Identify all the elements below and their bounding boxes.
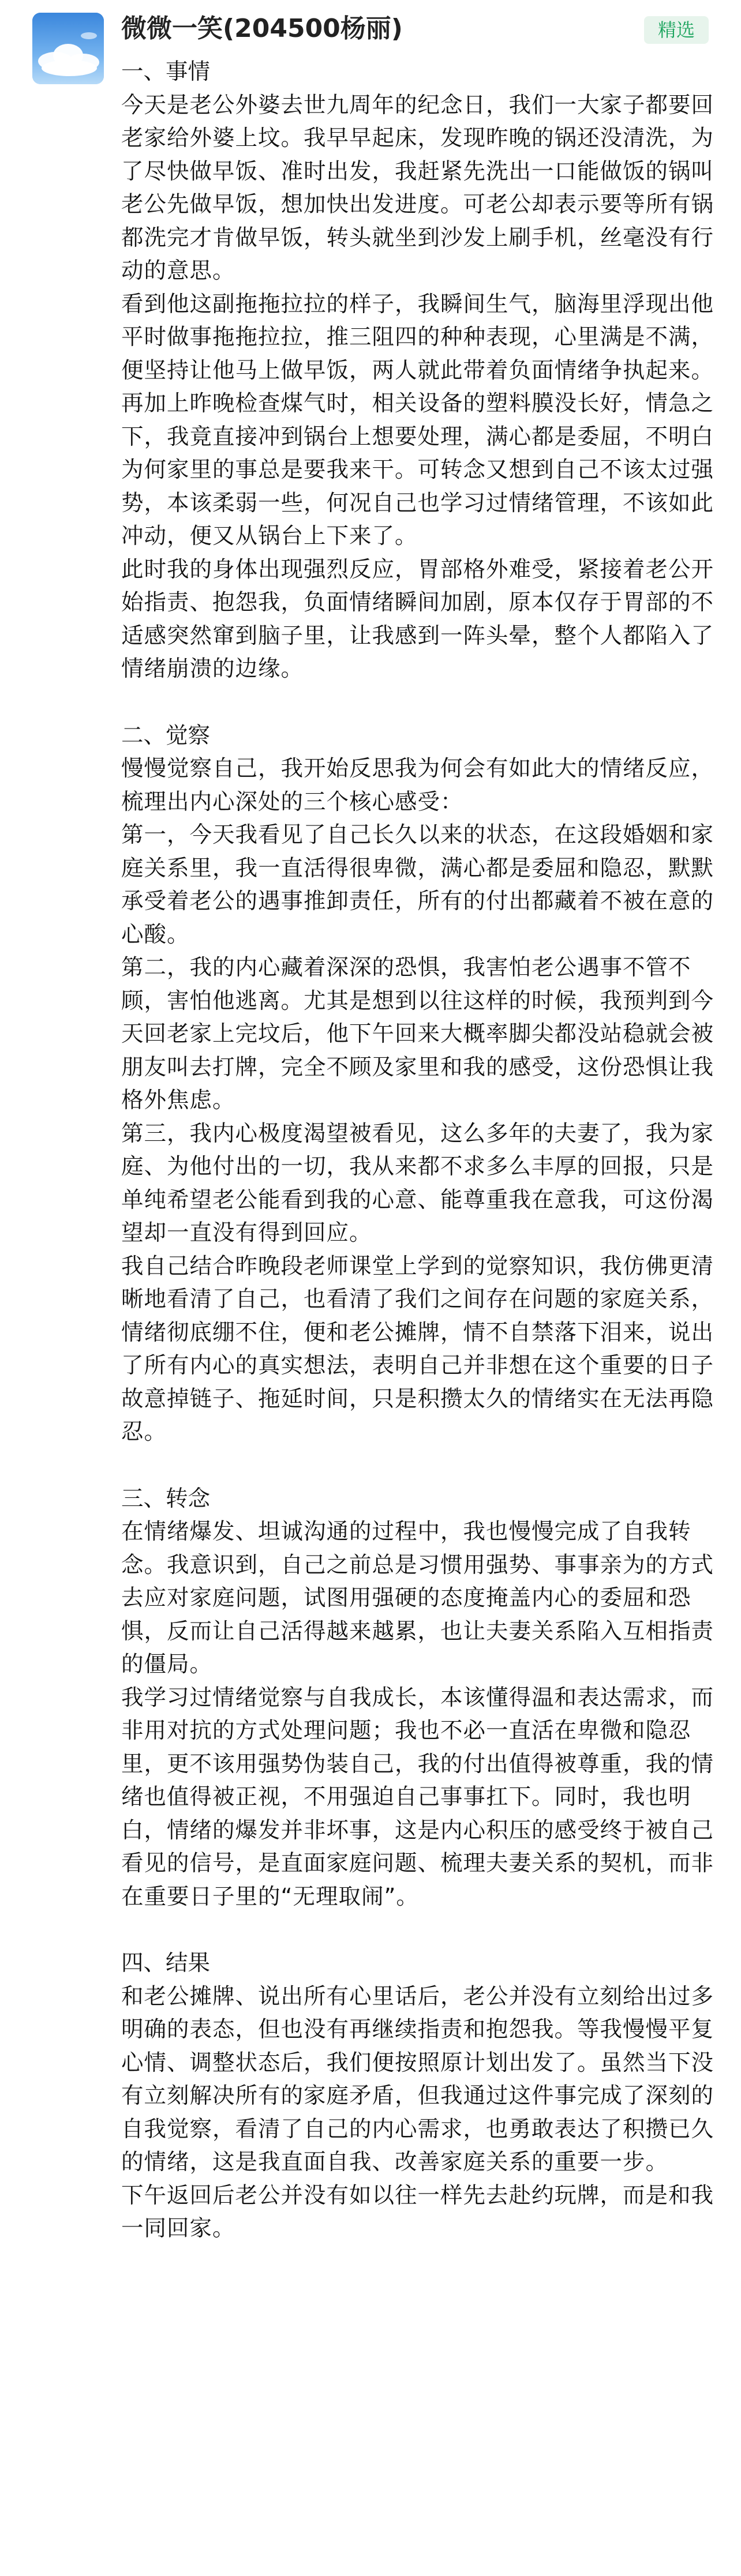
section-title: 一、事情 bbox=[121, 59, 211, 85]
paragraph: 看到他这副拖拖拉拉的样子，我瞬间生气，脑海里浮现出他平时做事拖拖拉拉，推三阻四的种种表现，心里满是不满，便坚持让他马上做早饭，两人就此带着负面情绪争执起来。再加上昨晚检查煤气时，相关设备的塑料膜没长好，情急之下，我竟直接冲到锅台上想要处理，满心都是委屈，不明白为何家里的事总是要我来干。可转念又想到自己不该太过强势，本该柔弱一些，何况自己也学习过情绪管理，不该如此冲动，便又从锅台上下来了。 bbox=[121, 291, 714, 549]
section-title: 二、觉察 bbox=[121, 722, 211, 749]
paragraph: 慢慢觉察自己，我开始反思我为何会有如此大的情绪反应，梳理出内心深处的三个核心感受： bbox=[121, 756, 714, 815]
section-awareness bbox=[121, 719, 721, 1449]
paragraph: 第二，我的内心藏着深深的恐惧，我害怕老公遇事不管不顾，害怕他逃离。尤其是想到以往这样的时候，我预判到今天回老家上完坟后，他下午回来大概率脚尖都没站稳就会被朋友叫去打牌，完全不顾及家里和我的感受，这份恐惧让我格外焦虑。 bbox=[121, 955, 714, 1113]
section-title: 四、结果 bbox=[121, 1950, 211, 1976]
paragraph: 我自己结合昨晚段老师课堂上学到的觉察知识，我仿佛更清晰地看清了自己，也看清了我们之间存在问题的家庭关系，情绪彻底绷不住，便和老公摊牌，情不自禁落下泪来，说出了所有内心的真实想法，表明自己并非想在这个重要的日子故意掉链子、拖延时间，只是积攒太久的情绪实在无法再隐忍。 bbox=[121, 1253, 714, 1445]
paragraph: 我学习过情绪觉察与自我成长，本该懂得温和表达需求，而非用对抗的方式处理问题；我也不必一直活在卑微和隐忍里，更不该用强势伪装自己，我的付出值得被尊重，我的情绪也值得被正视，不用强迫自己事事扛下。同时，我也明白，情绪的爆发并非坏事，这是内心积压的感受终于被自己看见的信号，是直面家庭问题、梳理夫妻关系的契机，而非在重要日子里的“无理取闹”。 bbox=[121, 1684, 714, 1910]
paragraph: 和老公摊牌、说出所有心里话后，老公并没有立刻给出过多明确的表态，但也没有再继续指责和抱怨我。等我慢慢平复心情、调整状态后，我们便按照原计划出发了。虽然当下没有立刻解决所有的家庭矛盾，但我通过这件事完成了深刻的自我觉察，看清了自己的内心需求，也勇敢表达了积攒已久的情绪，这是我直面自我、改善家庭关系的重要一步。 bbox=[121, 1983, 714, 2175]
paragraph: 下午返回后老公并没有如以往一样先去赴约玩牌，而是和我一同回家。 bbox=[121, 2182, 714, 2241]
paragraph: 此时我的身体出现强烈反应，胃部格外难受，紧接着老公开始指责、抱怨我，负面情绪瞬间加剧，原本仅存于胃部的不适感突然窜到脑子里，让我感到一阵头晕，整个人都陷入了情绪崩溃的边缘。 bbox=[121, 556, 714, 682]
post-content bbox=[121, 55, 721, 2279]
section-title: 三、转念 bbox=[121, 1485, 211, 1512]
featured-badge: 精选 bbox=[644, 16, 709, 44]
paragraph: 在情绪爆发、坦诚沟通的过程中，我也慢慢完成了自我转念。我意识到，自己之前总是习惯用强势、事事亲为的方式去应对家庭问题，试图用强硬的态度掩盖内心的委屈和恐惧，反而让自己活得越来越累，也让夫妻关系陷入互相指责的僵局。 bbox=[121, 1519, 714, 1677]
section-reframe bbox=[121, 1482, 721, 1914]
paragraph: 今天是老公外婆去世九周年的纪念日，我们一大家子都要回老家给外婆上坟。我早早起床，发现昨晚的锅还没清洗，为了尽快做早饭、准时出发，我赶紧先洗出一口能做饭的锅叫老公先做早饭，想加快出发进度。可老公却表示要等所有锅都洗完才肯做早饭，转头就坐到沙发上刷手机，丝毫没有行动的意思。 bbox=[121, 92, 714, 284]
avatar[interactable] bbox=[32, 13, 104, 84]
sky-cloud-avatar-icon bbox=[32, 13, 104, 84]
paragraph: 第一，今天我看见了自己长久以来的状态，在这段婚姻和家庭关系里，我一直活得很卑微，满心都是委屈和隐忍，默默承受着老公的遇事推卸责任，所有的付出都藏着不被在意的心酸。 bbox=[121, 822, 714, 948]
section-event bbox=[121, 55, 721, 686]
section-result bbox=[121, 1947, 721, 2245]
username[interactable]: 微微一笑(204500杨丽) bbox=[121, 14, 403, 43]
paragraph: 第三，我内心极度渴望被看见，这么多年的夫妻了，我为家庭、为他付出的一切，我从来都不求多么丰厚的回报，只是单纯希望老公能看到我的心意、能尊重我在意我，可这份渴望却一直没有得到回应。 bbox=[121, 1120, 714, 1246]
